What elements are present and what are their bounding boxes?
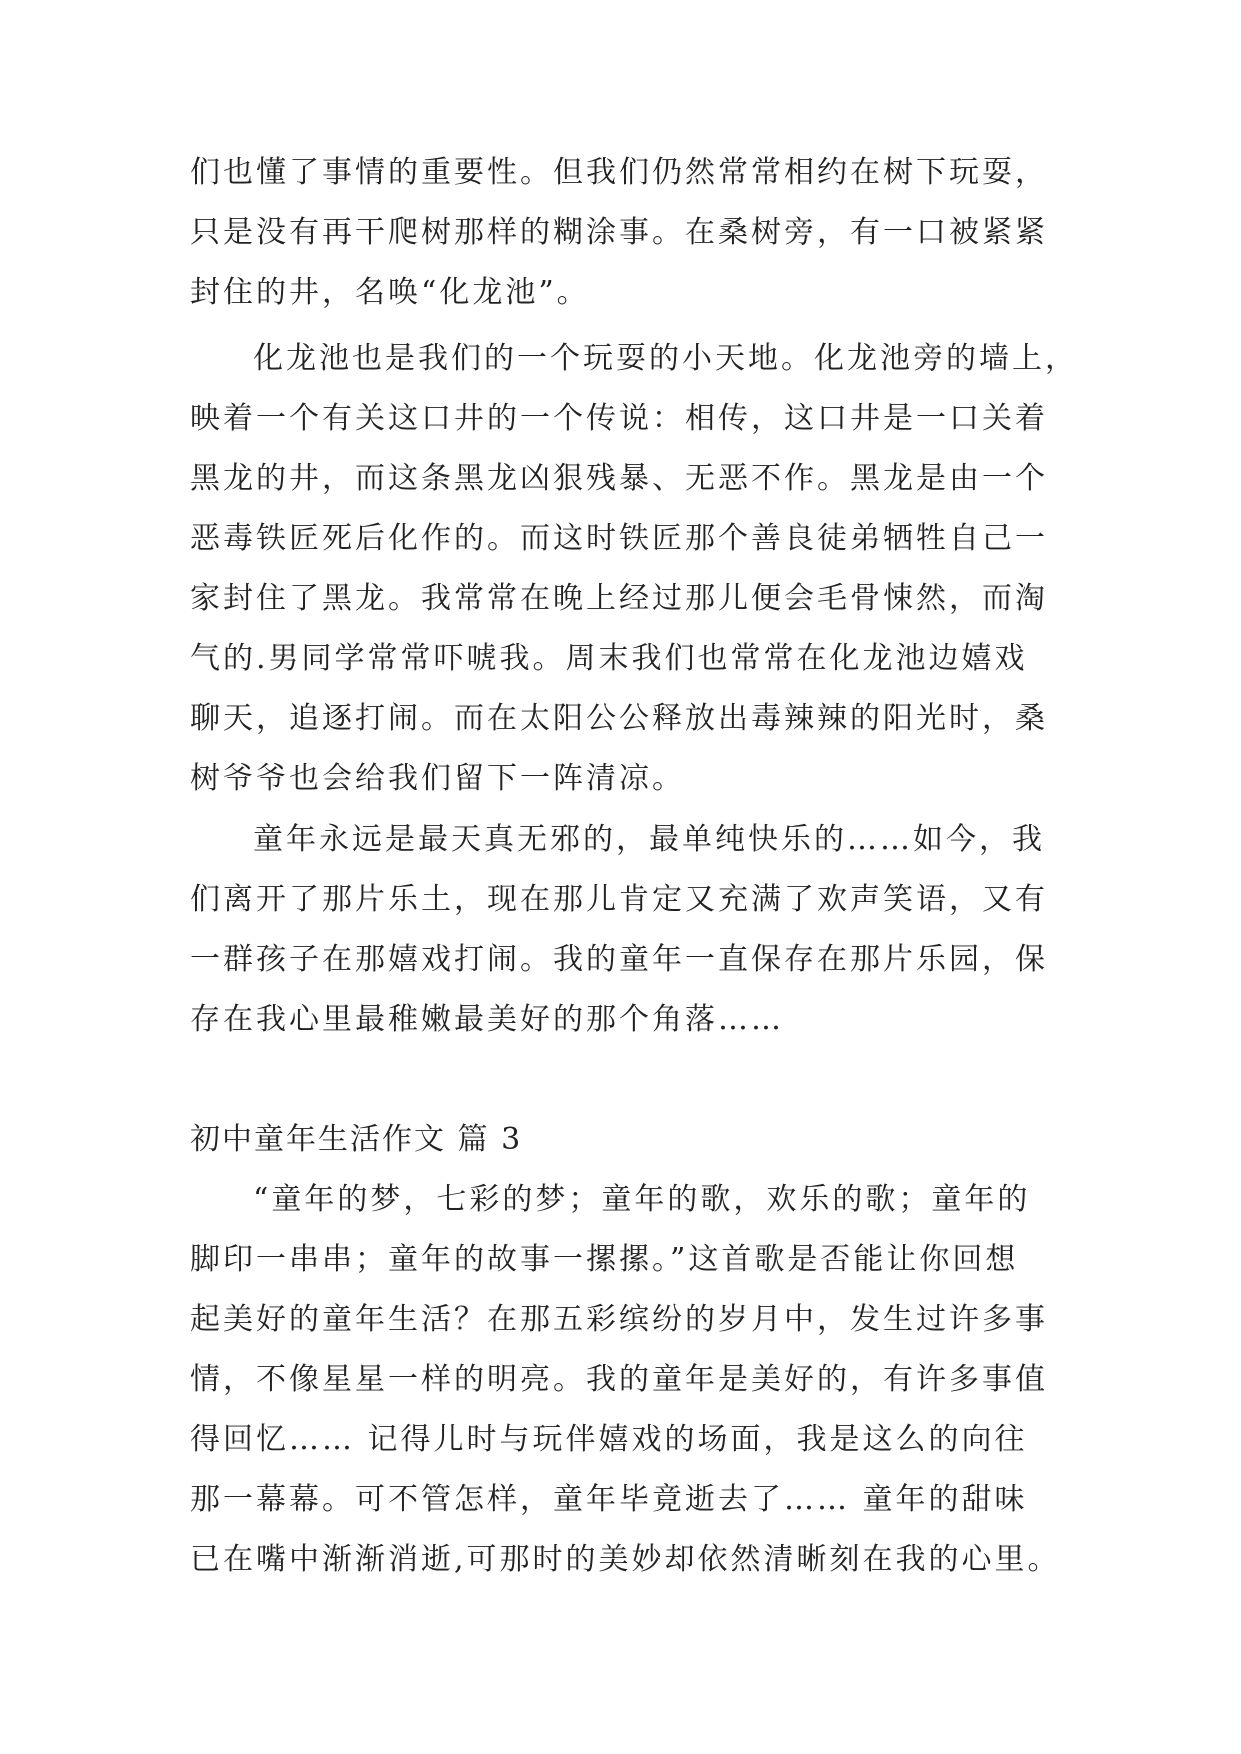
paragraph-line: 映着一个有关这口井的一个传说：相传，这口井是一口关着 (190, 401, 1048, 436)
paragraph-line: 们离开了那片乐土，现在那儿肯定又充满了欢声笑语，又有 (190, 882, 1048, 917)
paragraph-line: 起美好的童年生活？在那五彩缤纷的岁月中，发生过许多事 (190, 1302, 1048, 1337)
paragraph-line: 们也懂了事情的重要性。但我们仍然常常相约在树下玩耍， (190, 155, 1048, 190)
paragraph-line: 得回忆…… 记得儿时与玩伴嬉戏的场面，我是这么的向往 (190, 1422, 1028, 1457)
paragraph-line: 树爷爷也会给我们留下一阵清凉。 (190, 761, 685, 796)
paragraph-line: “童年的梦，七彩的梦；童年的歌，欢乐的歌；童年的 (253, 1182, 1031, 1217)
paragraph-line: 一群孩子在那嬉戏打闹。我的童年一直保存在那片乐园，保 (190, 942, 1048, 977)
paragraph-line: 已在嘴中渐渐消逝,可那时的美妙却依然清晰刻在我的心里。 (190, 1542, 1061, 1577)
paragraph-line: 黑龙的井，而这条黑龙凶狠残暴、无恶不作。黑龙是由一个 (190, 461, 1048, 496)
paragraph-line: 化龙池也是我们的一个玩耍的小天地。化龙池旁的墙上， (253, 341, 1078, 376)
paragraph-line: 家封住了黑龙。我常常在晚上经过那儿便会毛骨悚然，而淘 (190, 581, 1048, 616)
section-heading: 初中童年生活作文 篇 3 (190, 1122, 523, 1157)
paragraph-line: 聊天，追逐打闹。而在太阳公公释放出毒辣辣的阳光时，桑 (190, 701, 1048, 736)
paragraph-line: 存在我心里最稚嫩最美好的那个角落…… (190, 1002, 784, 1037)
paragraph-line: 童年永远是最天真无邪的，最单纯快乐的……如今，我 (253, 822, 1045, 857)
paragraph-line: 气的.男同学常常吓唬我。周末我们也常常在化龙池边嬉戏 (190, 641, 1028, 676)
paragraph-line: 那一幕幕。可不管怎样，童年毕竟逝去了…… 童年的甜味 (190, 1482, 1028, 1517)
paragraph-line: 只是没有再干爬树那样的糊涂事。在桑树旁，有一口被紧紧 (190, 215, 1048, 250)
paragraph-line: 脚印一串串；童年的故事一摞摞。”这首歌是否能让你回想 (190, 1242, 1019, 1277)
paragraph-line: 情，不像星星一样的明亮。我的童年是美好的，有许多事值 (190, 1362, 1048, 1397)
paragraph-line: 恶毒铁匠死后化作的。而这时铁匠那个善良徒弟牺牲自己一 (190, 521, 1048, 556)
paragraph-line: 封住的井，名唤“化龙池”。 (190, 275, 590, 310)
